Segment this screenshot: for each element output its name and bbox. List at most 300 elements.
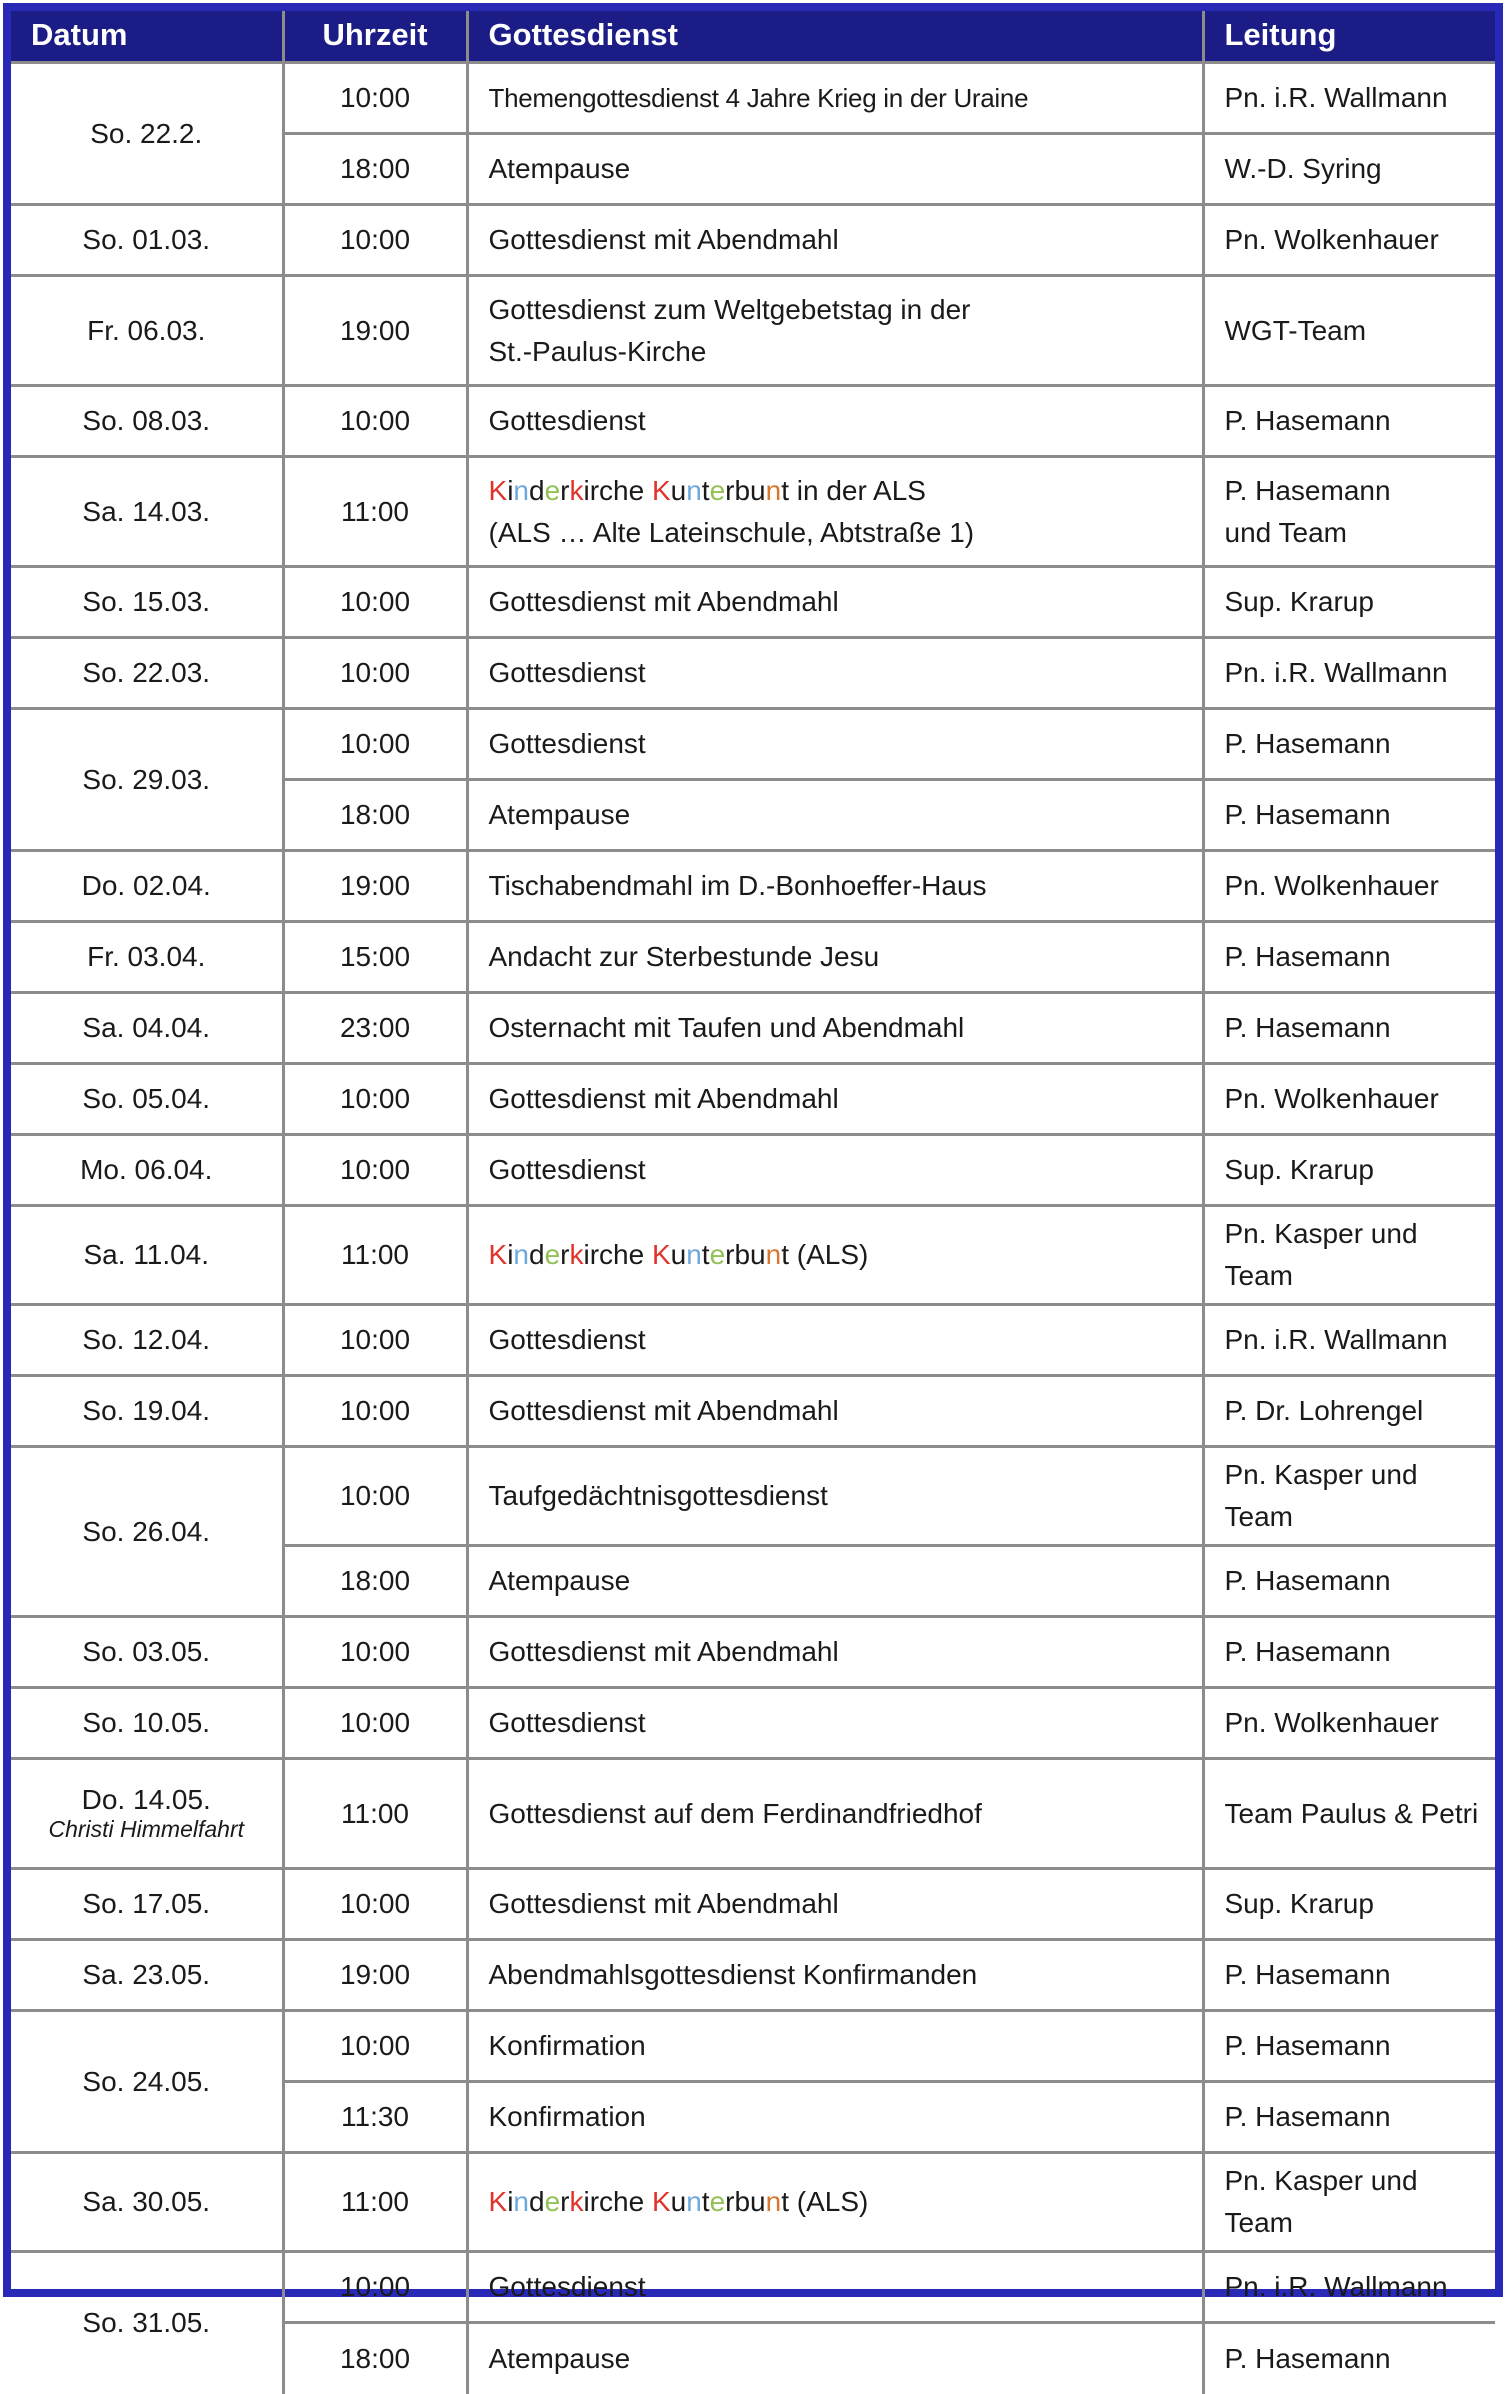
service-text: Gottesdienst mit Abendmahl xyxy=(488,1888,839,1919)
service-cell xyxy=(467,2082,1203,2153)
time-cell: 10:00 xyxy=(283,386,467,457)
service-text: Gottesdienst mit Abendmahl xyxy=(488,586,839,617)
leader-line: P. Hasemann xyxy=(1224,1565,1391,1596)
service-cell xyxy=(467,2252,1203,2323)
date-cell xyxy=(11,709,283,851)
service-text: t xyxy=(781,2186,789,2217)
date-label: So. 03.05. xyxy=(82,1636,211,1667)
date-cell xyxy=(11,1759,283,1869)
service-text: in der ALS xyxy=(789,474,926,506)
colored-letter: K xyxy=(651,1239,671,1270)
date-cell xyxy=(11,922,283,993)
date-label: So. 01.03. xyxy=(82,224,211,255)
leader-line: Pn. Kasper und Team xyxy=(1224,1459,1418,1532)
table-row xyxy=(11,1305,1495,1376)
leader-cell xyxy=(1203,638,1495,709)
service-line xyxy=(489,723,1192,765)
time-cell: 11:00 xyxy=(283,1759,467,1869)
date-label: Mo. 06.04. xyxy=(80,1154,213,1185)
colored-letter: e xyxy=(709,2186,726,2217)
leader-line: Sup. Krarup xyxy=(1224,1888,1374,1919)
service-text: Andacht zur Sterbestunde Jesu xyxy=(488,941,880,972)
date-cell xyxy=(11,851,283,922)
table-row xyxy=(11,2153,1495,2252)
table-row xyxy=(11,2011,1495,2082)
service-line xyxy=(489,2025,1192,2067)
leader-line: Sup. Krarup xyxy=(1224,586,1374,617)
table-row xyxy=(11,709,1495,780)
leader-cell xyxy=(1203,2153,1495,2252)
service-cell xyxy=(467,567,1203,638)
date-note: Christi Himmelfahrt xyxy=(48,1816,245,1843)
time-cell: 10:00 xyxy=(283,205,467,276)
leader-line: P. Hasemann xyxy=(1224,728,1391,759)
service-line xyxy=(489,1078,1192,1120)
colored-letter: e xyxy=(544,474,561,506)
leader-line: P. Hasemann xyxy=(1224,1636,1391,1667)
leader-cell xyxy=(1203,2252,1495,2323)
leader-cell xyxy=(1203,1206,1495,1305)
schedule-body xyxy=(11,63,1495,2394)
time-cell: 18:00 xyxy=(283,2323,467,2394)
service-cell xyxy=(467,1869,1203,1940)
leader-line: Pn. Wolkenhauer xyxy=(1224,1707,1439,1738)
date-cell xyxy=(11,1869,283,1940)
leader-cell xyxy=(1203,63,1495,134)
colored-letter: n xyxy=(513,474,529,506)
service-cell xyxy=(467,2011,1203,2082)
service-text: Konfirmation xyxy=(488,2101,646,2132)
leader-cell xyxy=(1203,2323,1495,2394)
table-row xyxy=(11,851,1495,922)
leader-line: Pn. i.R. Wallmann xyxy=(1224,657,1448,688)
service-text: Gottesdienst xyxy=(488,1324,646,1355)
service-text: d xyxy=(529,2186,545,2217)
colored-letter: k xyxy=(569,2186,584,2217)
service-cell xyxy=(467,993,1203,1064)
leader-cell xyxy=(1203,1617,1495,1688)
leader-line: P. Hasemann xyxy=(1224,474,1391,506)
service-text: Gottesdienst auf dem Ferdinandfriedhof xyxy=(488,1797,982,1829)
service-text: u xyxy=(670,1239,687,1270)
header-gottesdienst: Gottesdienst xyxy=(467,11,1203,63)
service-text: i xyxy=(507,2186,514,2217)
service-text: Gottesdienst mit Abendmahl xyxy=(488,1083,839,1114)
service-text: t xyxy=(701,474,710,506)
service-text: Gottesdienst xyxy=(488,728,646,759)
leader-cell xyxy=(1203,205,1495,276)
service-cell xyxy=(467,1617,1203,1688)
service-line xyxy=(489,148,1192,190)
time-cell: 23:00 xyxy=(283,993,467,1064)
leader-cell xyxy=(1203,709,1495,780)
service-cell xyxy=(467,1759,1203,1869)
header-uhrzeit: Uhrzeit xyxy=(283,11,467,63)
service-text: r xyxy=(725,1239,735,1270)
date-cell xyxy=(11,1688,283,1759)
leader-line: P. Hasemann xyxy=(1224,1012,1391,1043)
time-cell: 10:00 xyxy=(283,1688,467,1759)
service-line xyxy=(489,2096,1192,2138)
leader-line: Pn. Kasper und Team xyxy=(1224,1218,1418,1291)
service-cell xyxy=(467,63,1203,134)
table-row xyxy=(11,993,1495,1064)
leader-line: W.-D. Syring xyxy=(1224,153,1382,184)
date-cell xyxy=(11,638,283,709)
leader-line: P. Hasemann xyxy=(1224,2342,1391,2374)
service-text: bu xyxy=(734,2186,766,2217)
service-text: t xyxy=(781,474,789,506)
time-cell: 10:00 xyxy=(283,2252,467,2323)
leader-line: P. Hasemann xyxy=(1224,405,1391,436)
table-header xyxy=(11,11,1495,63)
colored-letter: n xyxy=(686,2186,702,2217)
leader-cell xyxy=(1203,851,1495,922)
date-cell xyxy=(11,2153,283,2252)
leader-line: Pn. Wolkenhauer xyxy=(1224,224,1439,255)
time-cell: 10:00 xyxy=(283,638,467,709)
service-text: u xyxy=(670,474,687,506)
leader-line: P. Hasemann xyxy=(1224,799,1391,830)
leader-cell xyxy=(1203,1688,1495,1759)
service-text: t xyxy=(701,2186,710,2217)
service-line xyxy=(489,1883,1192,1925)
service-text: irche xyxy=(583,474,652,506)
service-line xyxy=(489,2266,1192,2308)
colored-letter: n xyxy=(513,2186,529,2217)
service-text: Gottesdienst zum Weltgebetstag in der xyxy=(488,293,971,325)
service-line xyxy=(489,331,1192,373)
service-cell xyxy=(467,1376,1203,1447)
date-label: Sa. 30.05. xyxy=(82,2186,211,2217)
service-text: Gottesdienst mit Abendmahl xyxy=(488,224,839,255)
service-line xyxy=(489,1560,1192,1602)
table-row xyxy=(11,276,1495,386)
service-cell xyxy=(467,276,1203,386)
colored-letter: n xyxy=(765,2186,782,2217)
table-row xyxy=(11,1869,1495,1940)
time-cell: 10:00 xyxy=(283,1064,467,1135)
service-text: Gottesdienst xyxy=(488,1154,646,1185)
service-text: Themengottesdienst 4 Jahre Krieg in der Uraine xyxy=(488,82,1029,113)
service-text: Gottesdienst xyxy=(488,2271,646,2302)
service-text: r xyxy=(560,1239,570,1270)
service-line xyxy=(489,1793,1192,1835)
service-line xyxy=(489,936,1192,978)
leader-line: Pn. i.R. Wallmann xyxy=(1224,1324,1448,1355)
service-line xyxy=(489,1702,1192,1744)
table-row xyxy=(11,386,1495,457)
service-text: Gottesdienst xyxy=(488,657,646,688)
date-label: So. 22.03. xyxy=(82,657,211,688)
service-cell xyxy=(467,1064,1203,1135)
service-cell xyxy=(467,1546,1203,1617)
service-cell xyxy=(467,922,1203,993)
date-label: So. 12.04. xyxy=(82,1324,211,1355)
service-cell xyxy=(467,134,1203,205)
leader-cell xyxy=(1203,993,1495,1064)
service-text: Gottesdienst mit Abendmahl xyxy=(488,1636,839,1667)
service-cell xyxy=(467,780,1203,851)
service-line xyxy=(489,219,1192,261)
header-leitung: Leitung xyxy=(1203,11,1495,63)
service-line xyxy=(489,2181,1192,2223)
colored-letter: k xyxy=(569,1239,584,1270)
time-cell: 10:00 xyxy=(283,709,467,780)
service-cell xyxy=(467,851,1203,922)
service-cell xyxy=(467,457,1203,567)
date-label: So. 26.04. xyxy=(82,1515,211,1547)
service-line xyxy=(489,289,1192,331)
date-label: So. 31.05. xyxy=(82,2307,211,2339)
leader-line: P. Hasemann xyxy=(1224,1959,1391,1990)
table-row xyxy=(11,1759,1495,1869)
date-label: So. 08.03. xyxy=(82,405,211,436)
schedule-table-frame xyxy=(3,3,1503,2374)
date-label: So. 24.05. xyxy=(82,2065,211,2097)
service-line xyxy=(489,1475,1192,1517)
date-cell xyxy=(11,2011,283,2153)
date-cell xyxy=(11,567,283,638)
service-cell xyxy=(467,2323,1203,2394)
colored-letter: e xyxy=(709,474,726,506)
leader-cell xyxy=(1203,1940,1495,2011)
service-line xyxy=(489,1007,1192,1049)
leader-cell xyxy=(1203,780,1495,851)
leader-cell xyxy=(1203,134,1495,205)
leader-cell xyxy=(1203,1064,1495,1135)
date-label: So. 19.04. xyxy=(82,1395,211,1426)
colored-letter: K xyxy=(488,2186,508,2217)
date-cell xyxy=(11,1305,283,1376)
service-text: (ALS) xyxy=(789,2186,869,2217)
time-cell: 15:00 xyxy=(283,922,467,993)
date-label: Do. 02.04. xyxy=(81,870,211,901)
date-label: So. 17.05. xyxy=(82,1888,211,1919)
leader-line: Pn. i.R. Wallmann xyxy=(1224,82,1448,113)
table-row xyxy=(11,1376,1495,1447)
time-cell: 18:00 xyxy=(283,780,467,851)
leader-line: Pn. i.R. Wallmann xyxy=(1224,2271,1448,2302)
service-cell xyxy=(467,709,1203,780)
service-text: Gottesdienst xyxy=(488,1707,646,1738)
service-text: r xyxy=(560,474,570,506)
time-cell: 19:00 xyxy=(283,276,467,386)
leader-cell xyxy=(1203,1135,1495,1206)
date-cell xyxy=(11,63,283,205)
leader-cell xyxy=(1203,2011,1495,2082)
table-row xyxy=(11,638,1495,709)
service-text: Gottesdienst xyxy=(488,405,646,436)
leader-cell xyxy=(1203,1759,1495,1869)
date-label: Sa. 14.03. xyxy=(82,495,211,527)
date-cell xyxy=(11,205,283,276)
colored-letter: K xyxy=(488,1239,508,1270)
date-label: So. 29.03. xyxy=(82,763,211,795)
colored-letter: n xyxy=(513,1239,529,1270)
service-text: St.-Paulus-Kirche xyxy=(488,335,707,367)
service-text: irche xyxy=(583,2186,652,2217)
date-cell xyxy=(11,993,283,1064)
table-row xyxy=(11,1135,1495,1206)
colored-letter: e xyxy=(544,1239,561,1270)
service-line xyxy=(489,2338,1192,2380)
time-cell: 11:00 xyxy=(283,2153,467,2252)
service-cell xyxy=(467,2153,1203,2252)
time-cell: 10:00 xyxy=(283,63,467,134)
service-text: r xyxy=(725,474,735,506)
service-cell xyxy=(467,386,1203,457)
table-row xyxy=(11,2252,1495,2323)
date-label: So. 10.05. xyxy=(82,1707,211,1738)
service-text: i xyxy=(507,1239,514,1270)
leader-cell xyxy=(1203,1376,1495,1447)
service-text: Atempause xyxy=(488,1565,631,1596)
date-label: So. 22.2. xyxy=(90,117,203,149)
service-line xyxy=(489,1631,1192,1673)
service-text: Atempause xyxy=(488,2342,631,2374)
time-cell: 10:00 xyxy=(283,1135,467,1206)
leader-cell xyxy=(1203,1546,1495,1617)
service-text: r xyxy=(725,2186,735,2217)
date-label: Fr. 03.04. xyxy=(87,941,206,972)
time-cell: 11:00 xyxy=(283,457,467,567)
service-cell xyxy=(467,205,1203,276)
service-line xyxy=(489,581,1192,623)
time-cell: 10:00 xyxy=(283,567,467,638)
service-text: (ALS) xyxy=(789,1239,869,1270)
service-schedule-table xyxy=(11,11,1495,2394)
colored-letter: n xyxy=(686,474,702,506)
service-text: r xyxy=(560,2186,570,2217)
service-text: Atempause xyxy=(488,153,631,184)
time-cell: 10:00 xyxy=(283,2011,467,2082)
table-row xyxy=(11,1064,1495,1135)
time-cell: 19:00 xyxy=(283,1940,467,2011)
service-line xyxy=(489,79,1192,118)
service-text: Taufgedächtnisgottesdienst xyxy=(488,1480,828,1511)
colored-letter: n xyxy=(765,1239,782,1270)
service-text: Tischabendmahl im D.-Bonhoeffer-Haus xyxy=(488,870,987,901)
leader-line: P. Hasemann xyxy=(1224,2030,1391,2061)
service-cell xyxy=(467,1688,1203,1759)
service-text: Osternacht mit Taufen und Abendmahl xyxy=(488,1012,965,1043)
colored-letter: K xyxy=(651,474,671,506)
leader-cell xyxy=(1203,386,1495,457)
service-line xyxy=(489,1390,1192,1432)
leader-cell xyxy=(1203,567,1495,638)
header-datum: Datum xyxy=(11,11,283,63)
service-line xyxy=(489,652,1192,694)
time-cell: 18:00 xyxy=(283,134,467,205)
table-row xyxy=(11,63,1495,134)
service-line xyxy=(489,1319,1192,1361)
service-cell xyxy=(467,1305,1203,1376)
leader-line: Pn. Kasper und Team xyxy=(1224,2165,1418,2238)
service-text: d xyxy=(529,474,545,506)
date-cell xyxy=(11,1206,283,1305)
colored-letter: K xyxy=(651,2186,671,2217)
service-cell xyxy=(467,1447,1203,1546)
date-cell xyxy=(11,386,283,457)
service-line xyxy=(489,1234,1192,1276)
service-text: Konfirmation xyxy=(488,2030,646,2061)
date-label: Fr. 06.03. xyxy=(87,314,206,346)
service-text: t xyxy=(781,1239,789,1270)
date-cell xyxy=(11,1064,283,1135)
date-cell xyxy=(11,1940,283,2011)
date-cell xyxy=(11,276,283,386)
service-text: (ALS … Alte Lateinschule, Abtstraße 1) xyxy=(488,516,975,548)
table-row xyxy=(11,1447,1495,1546)
service-cell xyxy=(467,638,1203,709)
service-text: bu xyxy=(734,474,766,506)
service-text: d xyxy=(529,1239,545,1270)
leader-cell xyxy=(1203,457,1495,567)
leader-cell xyxy=(1203,1447,1495,1546)
date-cell xyxy=(11,1617,283,1688)
date-label: Sa. 11.04. xyxy=(83,1239,210,1270)
colored-letter: K xyxy=(488,474,508,506)
leader-cell xyxy=(1203,1305,1495,1376)
service-cell xyxy=(467,1940,1203,2011)
table-row xyxy=(11,1617,1495,1688)
colored-letter: e xyxy=(544,2186,561,2217)
time-cell: 11:30 xyxy=(283,2082,467,2153)
leader-cell xyxy=(1203,2082,1495,2153)
service-line xyxy=(489,512,1192,554)
table-row xyxy=(11,457,1495,567)
service-text: irche xyxy=(583,1239,652,1270)
service-line xyxy=(489,1149,1192,1191)
time-cell: 10:00 xyxy=(283,1617,467,1688)
time-cell: 11:00 xyxy=(283,1206,467,1305)
date-cell xyxy=(11,2252,283,2394)
colored-letter: e xyxy=(709,1239,726,1270)
service-cell xyxy=(467,1206,1203,1305)
colored-letter: n xyxy=(686,1239,702,1270)
service-line xyxy=(489,400,1192,442)
date-label: So. 15.03. xyxy=(82,586,211,617)
leader-line: P. Dr. Lohrengel xyxy=(1224,1395,1424,1426)
leader-line: Pn. Wolkenhauer xyxy=(1224,1083,1439,1114)
service-line xyxy=(489,794,1192,836)
colored-letter: n xyxy=(765,474,782,506)
service-text: t xyxy=(701,1239,710,1270)
service-text: Abendmahlsgottesdienst Konfirmanden xyxy=(488,1959,978,1990)
service-line xyxy=(489,470,1192,512)
service-line xyxy=(489,1954,1192,1996)
table-row xyxy=(11,1940,1495,2011)
date-cell xyxy=(11,457,283,567)
leader-line: P. Hasemann xyxy=(1224,2101,1391,2132)
time-cell: 18:00 xyxy=(283,1546,467,1617)
service-text: bu xyxy=(734,1239,766,1270)
time-cell: 10:00 xyxy=(283,1447,467,1546)
service-text: i xyxy=(507,474,514,506)
service-text: u xyxy=(670,2186,687,2217)
time-cell: 19:00 xyxy=(283,851,467,922)
date-cell xyxy=(11,1447,283,1617)
header-row xyxy=(11,11,1495,63)
table-row xyxy=(11,922,1495,993)
date-label: Sa. 04.04. xyxy=(82,1012,211,1043)
date-label: Do. 14.05. xyxy=(81,1784,211,1816)
time-cell: 10:00 xyxy=(283,1869,467,1940)
date-cell xyxy=(11,1376,283,1447)
date-label: Sa. 23.05. xyxy=(82,1959,211,1990)
table-row xyxy=(11,205,1495,276)
